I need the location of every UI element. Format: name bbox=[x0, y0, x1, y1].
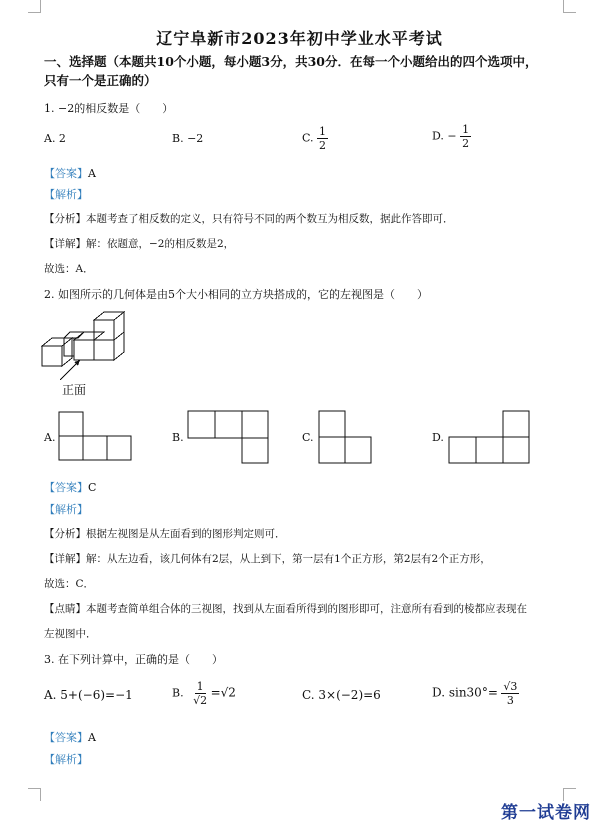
q3-option-d-numerator: √3 bbox=[503, 680, 518, 693]
q1-option-d-label: D. − bbox=[432, 129, 457, 143]
q3-option-d-denominator: 3 bbox=[506, 694, 514, 707]
page-title: 辽宁阜新市2023年初中学业水平考试 bbox=[156, 29, 443, 48]
q3-option-d-fraction bbox=[501, 680, 519, 707]
q1-fenxi: 【分析】本题考查了相反数的定义，只有符号不同的两个数互为相反数，据此作答即可． bbox=[44, 213, 454, 225]
q3-analysis-label: 【解析】 bbox=[44, 753, 88, 766]
q2-option-c-figure bbox=[317, 409, 373, 465]
q2-option-a-label: A. bbox=[44, 431, 56, 444]
q2-front-arrow bbox=[56, 358, 86, 382]
q3-stem: 3. 在下列计算中，正确的是（ ） bbox=[44, 653, 223, 666]
q1-option-b: B. −2 bbox=[172, 132, 204, 145]
q2-answer-value: C bbox=[88, 481, 97, 494]
q3-answer-value: A bbox=[88, 731, 96, 744]
answer-label: 【答案】 bbox=[44, 731, 88, 744]
watermark-logo: 第一试卷网 bbox=[501, 803, 591, 823]
corner-mark-bottom-left bbox=[28, 788, 41, 801]
q3-option-b-denominator: √2 bbox=[193, 694, 208, 707]
q1-option-d bbox=[432, 123, 471, 150]
q3-option-b-rhs: =√2 bbox=[210, 685, 236, 700]
answer-label: 【答案】 bbox=[44, 481, 88, 494]
q2-guxuan: 故选：C． bbox=[44, 578, 95, 590]
q3-option-b bbox=[172, 680, 236, 707]
answer-label: 【答案】 bbox=[44, 167, 88, 180]
q2-xiangjie: 【详解】解：从左边看，该几何体有2层，从上到下，第一层有1个正方形，第2层有2个正方形， bbox=[44, 553, 491, 565]
q1-option-a: A. 2 bbox=[44, 132, 66, 145]
q2-option-b-figure bbox=[186, 409, 270, 465]
section-heading-line1: 一、选择题（本题共10个小题，每小题3分，共30分．在每一个小题给出的四个选项中， bbox=[44, 54, 538, 69]
q1-analysis-label: 【解析】 bbox=[44, 188, 88, 201]
q2-answer bbox=[44, 476, 96, 495]
q3-option-a: A. 5+(−6)=−1 bbox=[44, 688, 133, 702]
q1-stem: 1. −2的相反数是（ ） bbox=[44, 102, 174, 115]
q2-dianjing-line2: 左视图中． bbox=[44, 628, 97, 640]
q1-option-d-fraction bbox=[460, 123, 471, 150]
q1-option-c-fraction bbox=[317, 125, 328, 152]
q2-front-label: 正面 bbox=[62, 383, 87, 397]
corner-mark-top-left bbox=[28, 0, 41, 13]
q2-dianjing-line1: 【点睛】本题考查简单组合体的三视图，找到从左面看所得到的图形即可，注意所有看到的棱都应表现在 bbox=[44, 603, 527, 615]
corner-mark-top-right bbox=[563, 0, 576, 13]
q2-solid-figure bbox=[38, 306, 138, 368]
q3-option-d-label: D. sin30°= bbox=[432, 685, 498, 700]
q1-answer-value: A bbox=[88, 167, 96, 180]
q3-option-b-label: B. bbox=[172, 686, 184, 700]
q2-stem: 2. 如图所示的几何体是由5个大小相同的立方块搭成的，它的左视图是（ ） bbox=[44, 288, 428, 301]
q2-option-a-figure bbox=[57, 410, 133, 462]
q1-option-c bbox=[302, 125, 328, 152]
q1-option-c-denominator: 2 bbox=[319, 139, 327, 152]
q1-answer bbox=[44, 162, 96, 181]
q1-xiangjie: 【详解】解：依题意，−2的相反数是2， bbox=[44, 238, 235, 250]
q3-option-b-fraction bbox=[193, 680, 207, 707]
q3-option-c: C. 3×(−2)=6 bbox=[302, 688, 381, 702]
q2-option-d-figure bbox=[447, 409, 531, 465]
q2-option-d-label: D. bbox=[432, 431, 444, 444]
q1-option-d-denominator: 2 bbox=[462, 137, 470, 150]
q2-fenxi: 【分析】根据左视图是从左面看到的图形判定则可． bbox=[44, 528, 286, 540]
q2-analysis-label: 【解析】 bbox=[44, 503, 88, 516]
q1-option-d-numerator: 1 bbox=[462, 123, 470, 136]
q1-option-c-label: C. bbox=[302, 131, 314, 145]
q3-answer bbox=[44, 726, 96, 745]
q1-guxuan: 故选：A． bbox=[44, 263, 94, 275]
q3-option-b-numerator: 1 bbox=[196, 680, 204, 693]
q3-option-d bbox=[432, 680, 519, 707]
q1-option-c-numerator: 1 bbox=[319, 125, 327, 138]
q2-option-b-label: B. bbox=[172, 431, 184, 444]
q2-option-c-label: C. bbox=[302, 431, 314, 444]
section-heading-line2: 只有一个是正确的） bbox=[44, 73, 157, 88]
